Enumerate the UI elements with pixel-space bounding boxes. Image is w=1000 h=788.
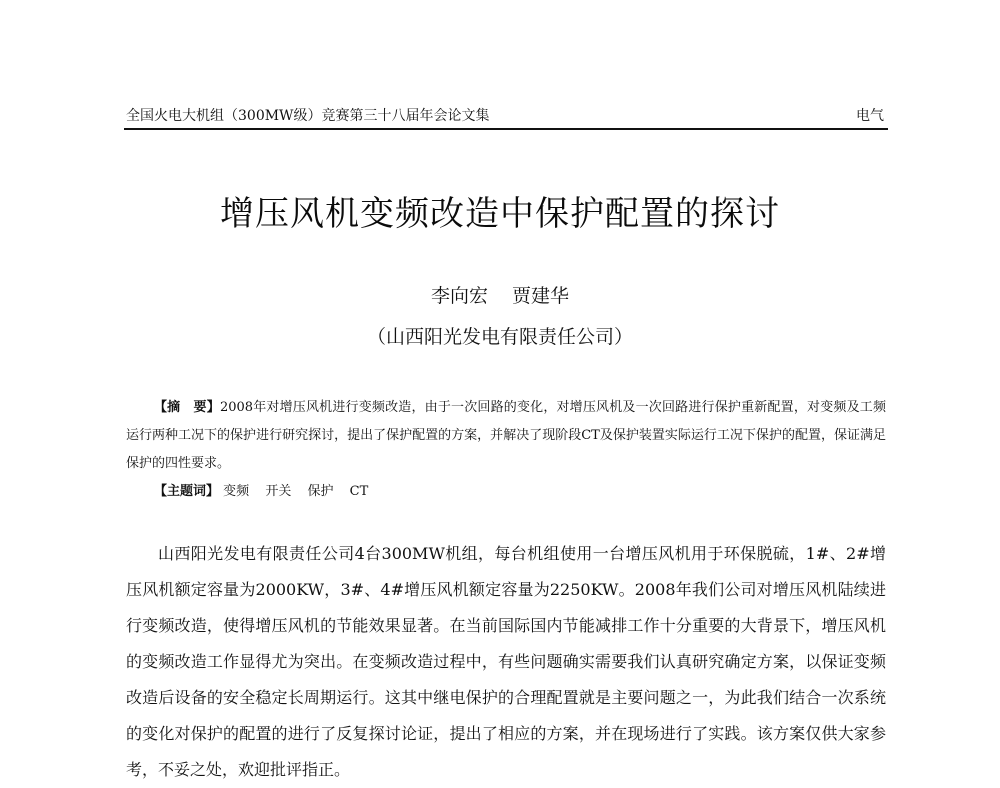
abstract	[126, 394, 886, 478]
authors	[0, 282, 1000, 310]
running-header	[126, 104, 884, 128]
keywords-label: 【主题词】	[154, 484, 220, 499]
affiliation: （山西阳光发电有限责任公司）	[366, 326, 633, 348]
section-label: 电气	[856, 108, 884, 124]
keyword: 保护	[307, 484, 334, 499]
keyword: 变频	[223, 484, 250, 499]
author-name: 李向宏	[430, 285, 488, 307]
paper-title: 增压风机变频改造中保护配置的探讨	[220, 194, 780, 234]
body-paragraph: 山西阳光发电有限责任公司4台300MW机组，每台机组使用一台增压风机用于环保脱硫，1#、2#增压风机额定容量为2000KW，3#、4#增压风机额定容量为2250KW。2008年我们公司对增压风机陆续进行变频改造，使得增压风机的节能效果显著。在当前国际国内节能减排工作十分重要的大背景下，增压风机的变频改造工作显得尤为突出。在变频改造过程中，有些问题确实需要我们认真研究确定方案，以保证变频改造后设备的安全稳定长周期运行。这其中继电保护的合理配置就是主要问题之一，为此我们结合一次系统的变化对保护的配置的进行了反复探讨论证，提出了相应的方案，并在现场进行了实践。该方案仅供大家参考，不妥之处，欢迎批评指正。	[126, 544, 886, 779]
abstract-text: 2008年对增压风机进行变频改造，由于一次回路的变化，对增压风机及一次回路进行保护重新配置，对变频及工频运行两种工况下的保护进行研究探讨，提出了保护配置的方案，并解决了现阶段CT及保护装置实际运行工况下保护的配置，保证满足保护的四性要求。	[126, 400, 886, 471]
keyword: 开关	[265, 484, 292, 499]
proceedings-title: 全国火电大机组（300MW级）竞赛第三十八届年会论文集	[126, 108, 490, 124]
header-rule	[124, 128, 888, 130]
author-name: 贾建华	[512, 285, 570, 307]
keywords	[154, 478, 886, 506]
keyword: CT	[349, 484, 369, 499]
abstract-label: 【摘 要】	[154, 400, 220, 415]
